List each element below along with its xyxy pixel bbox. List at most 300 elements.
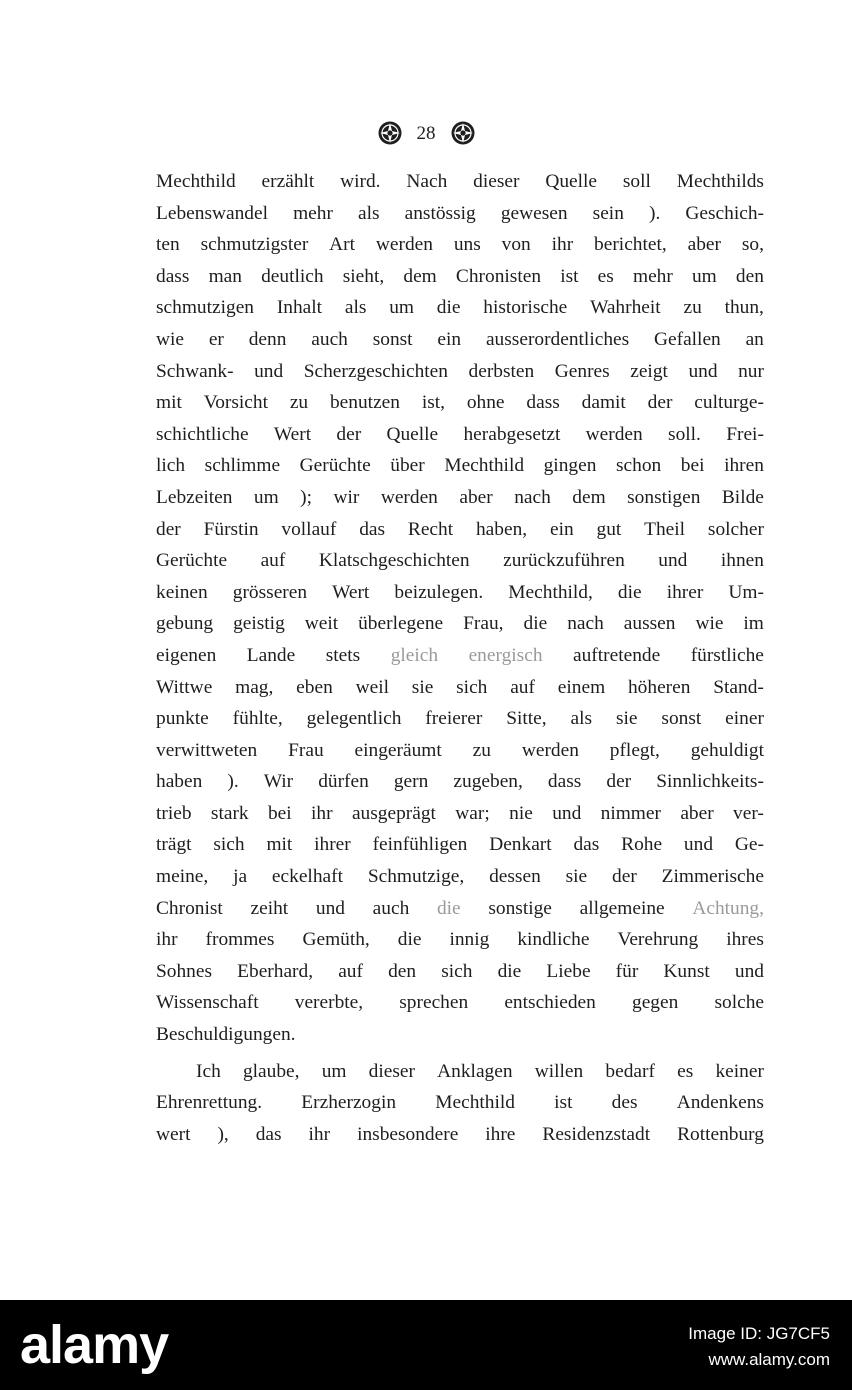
word: willen — [534, 1060, 584, 1082]
word: Kunst — [663, 960, 710, 982]
word: fürstliche — [690, 644, 764, 666]
word: Andenkens — [676, 1092, 764, 1114]
word: ihr — [308, 1123, 331, 1145]
word: punkte — [156, 708, 209, 730]
word: Zimmerische — [661, 866, 764, 888]
text-line — [156, 861, 764, 893]
word: Sinnlichkeits- — [656, 771, 764, 793]
word: deutlich — [261, 265, 324, 287]
word: Wahrheit — [590, 297, 661, 319]
word: stets — [325, 644, 361, 666]
word: überlegene — [358, 613, 444, 635]
word: freierer — [425, 708, 483, 730]
word: es — [597, 265, 614, 287]
word: nimmer — [600, 802, 661, 824]
word: Liebe — [546, 960, 591, 982]
word: die — [436, 297, 461, 319]
text-line — [156, 198, 764, 230]
word: Frau — [288, 739, 324, 761]
word: über — [390, 455, 425, 477]
word: dem — [572, 486, 606, 508]
word: zeigt — [630, 360, 668, 382]
text-line — [156, 735, 764, 767]
word: als — [344, 297, 367, 319]
word: und — [315, 897, 345, 919]
word: von — [501, 234, 531, 256]
page-number: 28 — [416, 122, 436, 144]
word: zugeben, — [453, 771, 523, 793]
text-line — [156, 482, 764, 514]
word: nach — [567, 613, 604, 635]
word: Ehrenrettung. — [156, 1092, 263, 1114]
word: haben — [156, 771, 203, 793]
word: keiner — [715, 1060, 764, 1082]
word: auf — [338, 960, 363, 982]
word: Erzherzogin — [301, 1092, 397, 1114]
word: innig — [449, 929, 490, 951]
word: frommes — [205, 929, 275, 951]
word: nie — [509, 802, 533, 824]
word: Wert — [273, 423, 312, 445]
word: Mechthilds — [676, 171, 764, 192]
word: ), — [217, 1123, 229, 1145]
word: Quelle — [386, 423, 439, 445]
word: solcher — [707, 518, 764, 540]
word: Frei- — [726, 423, 764, 445]
text-line — [156, 387, 764, 419]
word: die — [497, 960, 522, 982]
word: der — [612, 866, 637, 888]
text-line — [156, 893, 764, 925]
word: wie — [695, 613, 724, 635]
word: ihnen — [720, 550, 764, 572]
word: einem — [557, 676, 606, 698]
text-line — [156, 987, 764, 1019]
word: energisch — [468, 644, 543, 666]
word: zurückzuführen — [503, 550, 625, 572]
word: bei — [267, 802, 292, 824]
text-line — [156, 1087, 764, 1119]
word: aber — [687, 234, 721, 256]
word: geistig — [233, 613, 285, 635]
word: sprechen — [399, 992, 469, 1014]
page-header — [0, 117, 852, 149]
word: als — [570, 708, 593, 730]
word: mag, — [235, 676, 274, 698]
word: gegen — [632, 992, 679, 1014]
word: ein — [549, 518, 574, 540]
word: keinen — [156, 581, 208, 603]
word: nach — [514, 486, 551, 508]
word: fühlte, — [232, 708, 283, 730]
word: dessen — [489, 866, 541, 888]
word: und — [658, 550, 688, 572]
word: wird. — [340, 171, 381, 192]
word: einer — [725, 708, 764, 730]
word: dass — [156, 265, 190, 287]
text-line — [156, 956, 764, 988]
body-text — [156, 166, 764, 1150]
word: Geschich- — [685, 202, 764, 224]
word: ausgeprägt — [351, 802, 436, 824]
word: ihres — [726, 929, 764, 951]
word: Residenzstadt — [542, 1123, 651, 1145]
word: als — [358, 202, 380, 224]
word: und — [552, 802, 582, 824]
word: ver- — [733, 802, 764, 824]
word: ihrer — [314, 834, 351, 856]
word: ihrer — [666, 581, 704, 603]
word: das — [573, 834, 600, 856]
watermark-url: www.alamy.com — [708, 1350, 830, 1369]
word: der — [156, 518, 181, 540]
word: schichtliche — [156, 423, 249, 445]
word: ihren — [724, 455, 764, 477]
word: man — [208, 265, 242, 287]
word: Scherzgeschichten — [303, 360, 448, 382]
word: eben — [296, 676, 333, 698]
word: Mechthild, — [508, 581, 593, 603]
word: damit — [581, 392, 626, 414]
word: insbesondere — [357, 1123, 459, 1145]
text-line — [156, 166, 764, 198]
word: ihre — [485, 1123, 516, 1145]
word: historische — [483, 297, 568, 319]
word: dem — [403, 265, 437, 287]
word: zeiht — [250, 897, 289, 919]
word: Chronisten — [455, 265, 542, 287]
word: Ge- — [734, 834, 764, 856]
word: Sitte, — [506, 708, 547, 730]
word: Genres — [554, 360, 610, 382]
word: sonstige — [488, 897, 552, 919]
word: wir — [333, 486, 360, 508]
word: ist, — [421, 392, 445, 414]
word: Nach — [406, 171, 448, 192]
word: wie — [156, 328, 184, 350]
word: aber — [459, 486, 493, 508]
word: Anklagen — [437, 1060, 513, 1082]
word: sein — [592, 202, 624, 224]
text-line — [156, 545, 764, 577]
watermark-band — [0, 1300, 852, 1390]
word: beizulegen. — [394, 581, 484, 603]
text-line — [156, 292, 764, 324]
word: Schwank- — [156, 360, 234, 382]
word: verwittweten — [156, 739, 258, 761]
word: ihr — [551, 234, 574, 256]
word: dieser — [473, 171, 520, 192]
word: dieser — [368, 1060, 415, 1082]
word: Rottenburg — [677, 1123, 764, 1145]
word: eckelhaft — [271, 866, 343, 888]
word: sich — [213, 834, 245, 856]
word: um — [691, 265, 717, 287]
word: sie — [411, 676, 434, 698]
word: Art — [329, 234, 356, 256]
text-line — [156, 577, 764, 609]
word: pflegt, — [609, 739, 660, 761]
text-line — [156, 514, 764, 546]
word: Theil — [644, 518, 686, 540]
word: die — [436, 897, 461, 919]
word: werden — [585, 423, 643, 445]
word: schmutzigster — [200, 234, 309, 256]
word: ihr — [156, 929, 178, 951]
word: sonstigen — [627, 486, 701, 508]
word: auf — [510, 676, 535, 698]
word: Fürstin — [203, 518, 259, 540]
text-line — [156, 766, 764, 798]
word: vererbte, — [294, 992, 364, 1014]
watermark-image-id: Image ID: JG7CF5 — [688, 1324, 830, 1343]
word: Wir — [263, 771, 294, 793]
word: höheren — [627, 676, 691, 698]
celtic-cross-ornament-icon — [450, 120, 476, 146]
text-line — [156, 1119, 764, 1151]
word: und — [683, 834, 714, 856]
word: Klatschgeschichten — [318, 550, 470, 572]
word: thun, — [724, 297, 764, 319]
word: weil — [355, 676, 389, 698]
word: auf — [260, 550, 286, 572]
word: gehuldigt — [690, 739, 764, 761]
word: Lebzeiten — [156, 486, 233, 508]
word: ohne — [466, 392, 505, 414]
word: ); — [300, 486, 313, 508]
word: uns — [453, 234, 481, 256]
word: sich — [456, 676, 488, 698]
text-line — [156, 356, 764, 388]
word: sieht, — [342, 265, 385, 287]
word: so, — [741, 234, 764, 256]
word: Wissenschaft — [156, 992, 259, 1014]
word: Beschuldigungen. — [156, 1024, 296, 1046]
word: auch — [311, 328, 348, 350]
word: ). — [648, 202, 661, 224]
word: für — [615, 960, 639, 982]
word: haben, — [475, 518, 528, 540]
word: aussen — [623, 613, 676, 635]
text-line — [156, 450, 764, 482]
word: schmutzigen — [156, 297, 255, 319]
word: Chronist — [156, 897, 223, 919]
word: zu — [289, 392, 309, 414]
word: Gemüth, — [302, 929, 370, 951]
word: sie — [565, 866, 588, 888]
word: Achtung, — [692, 897, 764, 919]
word: Wittwe — [156, 676, 213, 698]
word: trägt — [156, 834, 192, 856]
word: die — [397, 929, 422, 951]
word: auftretende — [573, 644, 661, 666]
word: soll — [622, 171, 651, 192]
word: berichtet, — [594, 234, 667, 256]
word: stark — [210, 802, 249, 824]
word: denn — [248, 328, 287, 350]
word: werden — [380, 486, 438, 508]
word: im — [743, 613, 764, 635]
word: eingeräumt — [354, 739, 442, 761]
word: die — [523, 613, 548, 635]
word: gingen — [543, 455, 597, 477]
word: bei — [680, 455, 705, 477]
word: schon — [615, 455, 662, 477]
word: vollauf — [281, 518, 337, 540]
word: Gefallen — [654, 328, 721, 350]
word: auch — [372, 897, 410, 919]
word: meine, — [156, 866, 209, 888]
word: culturge- — [694, 392, 764, 414]
text-line — [156, 924, 764, 956]
text-line — [156, 419, 764, 451]
word: Stand- — [713, 676, 764, 698]
word: ten — [156, 234, 180, 256]
text-line — [156, 798, 764, 830]
word: gewesen — [500, 202, 568, 224]
word: Rohe — [621, 834, 663, 856]
text-line — [156, 829, 764, 861]
word: und — [688, 360, 718, 382]
word: Quelle — [545, 171, 597, 192]
word: mit — [156, 392, 182, 414]
word: feinfühligen — [372, 834, 468, 856]
word: ausserordentliches — [485, 328, 630, 350]
word: sich — [441, 960, 473, 982]
text-line — [156, 229, 764, 261]
word: um — [389, 297, 414, 319]
word: Wert — [332, 581, 370, 603]
word: nur — [738, 360, 764, 382]
word: Mechthild — [444, 455, 525, 477]
word: ). — [227, 771, 239, 793]
word: Mechthild — [156, 171, 236, 192]
text-line — [156, 703, 764, 735]
word: ihr — [311, 802, 333, 824]
text-line — [156, 261, 764, 293]
text-line — [156, 1019, 764, 1051]
word: es — [677, 1060, 694, 1082]
word: grösseren — [232, 581, 308, 603]
word: Frau, — [463, 613, 504, 635]
word: schlimme — [204, 455, 281, 477]
word: Mechthild — [435, 1092, 515, 1114]
word: Inhalt — [276, 297, 323, 319]
word: der — [336, 423, 362, 445]
word: der — [606, 771, 632, 793]
word: glaube, — [242, 1060, 300, 1082]
word: trieb — [156, 802, 192, 824]
word: werden — [375, 234, 433, 256]
word: mit — [266, 834, 293, 856]
word: mehr — [293, 202, 333, 224]
word: den — [735, 265, 764, 287]
word: an — [745, 328, 764, 350]
word: erzählt — [261, 171, 315, 192]
word: solche — [714, 992, 764, 1014]
word: sonst — [372, 328, 413, 350]
word: des — [611, 1092, 638, 1114]
word: Vorsicht — [203, 392, 268, 414]
word: lich — [156, 455, 186, 477]
word: er — [208, 328, 224, 350]
word: war; — [455, 802, 490, 824]
word: gelegentlich — [306, 708, 402, 730]
word: mehr — [632, 265, 673, 287]
word: anstössig — [404, 202, 476, 224]
word: Ich — [196, 1060, 221, 1082]
word: herabgesetzt — [463, 423, 561, 445]
watermark-logo: alamy — [20, 1315, 169, 1375]
word: ist — [560, 265, 579, 287]
text-line — [156, 1056, 764, 1088]
word: Schmutzige, — [367, 866, 465, 888]
word: Gerüchte — [299, 455, 371, 477]
word: ja — [233, 866, 248, 888]
word: eigenen — [156, 644, 217, 666]
word: Denkart — [489, 834, 552, 856]
word: gebung — [156, 613, 214, 635]
word: derbsten — [468, 360, 535, 382]
word: benutzen — [329, 392, 400, 414]
word: Eberhard, — [237, 960, 314, 982]
word: wert — [156, 1123, 191, 1145]
word: zu — [683, 297, 702, 319]
word: weit — [304, 613, 339, 635]
word: dürfen — [318, 771, 369, 793]
word: werden — [521, 739, 579, 761]
word: sie — [615, 708, 638, 730]
word: gern — [393, 771, 429, 793]
word: und — [734, 960, 764, 982]
word: gut — [596, 518, 622, 540]
word: entschieden — [504, 992, 596, 1014]
word: Sohnes — [156, 960, 213, 982]
word: Lande — [246, 644, 296, 666]
word: kindliche — [517, 929, 590, 951]
word: der — [647, 392, 673, 414]
text-line — [156, 608, 764, 640]
word: ein — [437, 328, 462, 350]
word: die — [617, 581, 642, 603]
word: dass — [526, 392, 560, 414]
word: Lebenswandel — [156, 202, 268, 224]
word: soll. — [668, 423, 701, 445]
word: gleich — [390, 644, 439, 666]
word: ist — [554, 1092, 573, 1114]
word: um — [321, 1060, 347, 1082]
word: sonst — [661, 708, 702, 730]
celtic-cross-ornament-icon — [377, 120, 403, 146]
word: den — [388, 960, 417, 982]
word: um — [253, 486, 279, 508]
word: das — [255, 1123, 282, 1145]
word: Bilde — [721, 486, 764, 508]
word: dass — [547, 771, 582, 793]
word: Gerüchte — [156, 550, 228, 572]
text-line — [156, 672, 764, 704]
word: Verehrung — [617, 929, 699, 951]
word: zu — [472, 739, 491, 761]
word: aber — [680, 802, 714, 824]
word: bedarf — [605, 1060, 655, 1082]
word: allgemeine — [579, 897, 665, 919]
word: und — [254, 360, 284, 382]
text-line — [156, 324, 764, 356]
word: Um- — [728, 581, 764, 603]
word: Recht — [407, 518, 454, 540]
text-line — [156, 640, 764, 672]
